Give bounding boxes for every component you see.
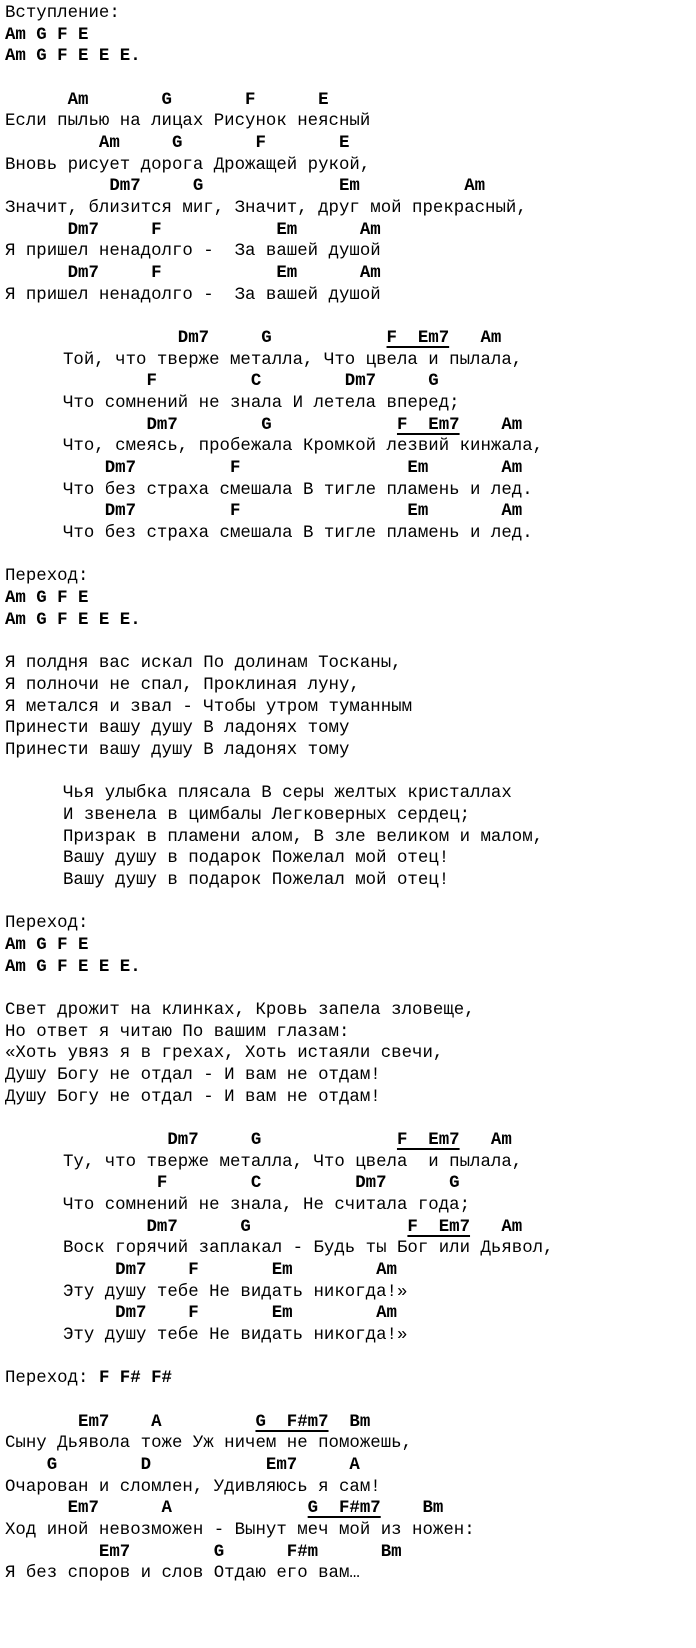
chord-text: Am G F E (5, 25, 89, 45)
lyric-text: Что сомнений не знала И летела вперед; (63, 394, 460, 414)
blank-line (5, 631, 554, 653)
lyric-text: Свет дрожит на клинках, Кровь запела зловеще, (5, 1000, 475, 1020)
lyric-line (5, 436, 554, 458)
chord-line (5, 1130, 554, 1152)
chord-text: Em7 A (5, 1412, 256, 1432)
lyric-text: Что без страха смешала В тигле пламень и лед. (63, 480, 533, 500)
blank-line (5, 892, 554, 914)
lyric-line (5, 740, 554, 762)
chord-line (5, 371, 554, 393)
chord-text: F C Dm7 G (63, 372, 439, 392)
lyric-text: Воск горячий заплакал - Будь ты Бог или Дьявол, (63, 1239, 554, 1259)
lyric-text: Я пришел ненадолго - За вашей душой (5, 285, 381, 305)
chord-line (5, 90, 554, 112)
lyric-text: И звенела в цимбалы Легковерных сердец; (63, 805, 471, 825)
lyric-line (5, 1000, 554, 1022)
lyric-text: Сыну Дьявола тоже Уж ничем не поможешь, (5, 1434, 413, 1454)
chord-text: Dm7 F Em Am (5, 220, 381, 240)
chord-line (5, 1303, 554, 1325)
label-text: Переход: (5, 1369, 99, 1389)
label-text: Переход: (5, 914, 89, 934)
lyric-line (5, 827, 554, 849)
lyric-line (5, 718, 554, 740)
lyric-line (5, 1282, 554, 1304)
chord-text: Am G F E E E. (5, 957, 141, 977)
lyric-line (5, 1325, 554, 1347)
chord-line (5, 458, 554, 480)
chord-line (5, 220, 554, 242)
blank-line (5, 978, 554, 1000)
chord-text: Am (449, 329, 502, 349)
grouped-chords: F Em7 (396, 415, 460, 435)
blank-line (5, 762, 554, 784)
lyric-text: Что сомнений не знала, Не считала года; (63, 1195, 471, 1215)
lyric-text: Ход иной невозможен - Вынут меч мой из ножен: (5, 1521, 475, 1541)
chord-line (5, 1542, 554, 1564)
grouped-chords: F Em7 (407, 1217, 471, 1237)
chord-line (5, 588, 554, 610)
chord-line (5, 263, 554, 285)
lyric-line (5, 1238, 554, 1260)
chord-text: Dm7 F Em Am (63, 459, 523, 479)
chord-line (5, 935, 554, 957)
chord-text: G D Em7 A (5, 1456, 360, 1476)
lyric-text: Той, что тверже металла, Что цвела и пылала, (63, 350, 523, 370)
lyric-text: Эту душу тебе Не видать никогда!» (63, 1325, 408, 1345)
chord-text: Dm7 G (63, 1217, 408, 1237)
lyric-line (5, 783, 554, 805)
chord-text: Dm7 G Em Am (5, 177, 486, 197)
chord-line (5, 1217, 554, 1239)
chord-text: Dm7 F Em Am (63, 1304, 397, 1324)
lyric-line (5, 1477, 554, 1499)
chord-text: Am G F E E E. (5, 47, 141, 67)
lyric-text: «Хоть увяз я в грехах, Хоть истаяли свечи, (5, 1044, 444, 1064)
blank-line (5, 545, 554, 567)
lyric-line (5, 1563, 554, 1585)
lyric-text: Я без споров и слов Отдаю его вам… (5, 1564, 360, 1584)
lyric-text: Вашу душу в подарок Пожелал мой отец! (63, 849, 450, 869)
chord-text: Dm7 F Em Am (63, 1260, 397, 1280)
chord-line (5, 1498, 554, 1520)
chord-text: Dm7 G (63, 415, 397, 435)
lyric-text: Я метался и звал - Чтобы утром туманным (5, 697, 413, 717)
lyric-text: Что, смеясь, пробежала Кромкой лезвий кинжала, (63, 437, 544, 457)
lyric-line (5, 870, 554, 892)
lyric-text: Что без страха смешала В тигле пламень и лед. (63, 524, 533, 544)
lyric-text: Вновь рисует дорога Дрожащей рукой, (5, 155, 371, 175)
chord-text: Bm (328, 1412, 371, 1432)
grouped-chords: G F#m7 (307, 1499, 381, 1519)
section-label (5, 1368, 554, 1390)
chord-text: Dm7 F Em Am (5, 264, 381, 284)
lyric-line (5, 653, 554, 675)
lyric-line (5, 111, 554, 133)
lyric-line (5, 523, 554, 545)
lyric-line (5, 1065, 554, 1087)
chord-text: F F# F# (98, 1369, 172, 1389)
chord-text: Am (459, 415, 523, 435)
lyric-line (5, 241, 554, 263)
chord-line (5, 957, 554, 979)
chord-text: Am (459, 1130, 512, 1150)
lyric-text: Эту душу тебе Не видать никогда!» (63, 1282, 408, 1302)
lyric-text: Душу Богу не отдал - И вам не отдам! (5, 1065, 381, 1085)
label-text: Вступление: (5, 4, 120, 23)
chord-text: Am G F E E E. (5, 610, 141, 630)
chord-text: Am G F E (5, 134, 350, 154)
chord-line (5, 25, 554, 47)
chord-text: Dm7 F Em Am (63, 502, 523, 522)
lyric-line (5, 480, 554, 502)
lyric-text: Душу Богу не отдал - И вам не отдам! (5, 1087, 381, 1107)
section-label (5, 913, 554, 935)
lyric-line (5, 1043, 554, 1065)
chord-line (5, 1260, 554, 1282)
lyric-text: Значит, близится миг, Значит, друг мой прекрасный, (5, 199, 527, 219)
lyric-text: Призрак в пламени алом, В зле великом и малом, (63, 827, 544, 847)
section-label (5, 566, 554, 588)
chord-text: Bm (380, 1499, 444, 1519)
lyric-line (5, 1022, 554, 1044)
blank-line (5, 1347, 554, 1369)
lyric-line (5, 1520, 554, 1542)
blank-line (5, 1108, 554, 1130)
lyric-line (5, 285, 554, 307)
chord-line (5, 415, 554, 437)
lyric-line (5, 1433, 554, 1455)
lyric-text: Я полдня вас искал По долинам Тосканы, (5, 654, 402, 674)
lyric-text: Я пришел ненадолго - За вашей душой (5, 242, 381, 262)
lyric-line (5, 198, 554, 220)
grouped-chords: F Em7 (386, 329, 450, 349)
lyric-text: Но ответ я читаю По вашим глазам: (5, 1022, 350, 1042)
chord-text: Am G F E (5, 90, 329, 110)
blank-line (5, 68, 554, 90)
section-label (5, 3, 554, 25)
lyric-text: Принести вашу душу В ладонях тому (5, 719, 350, 739)
chord-text: Dm7 G (63, 1130, 397, 1150)
grouped-chords: G F#m7 (255, 1412, 329, 1432)
chord-line (5, 328, 554, 350)
chord-sheet (5, 3, 554, 1585)
chord-text: Am G F E (5, 935, 89, 955)
chord-text: Am (470, 1217, 523, 1237)
chord-line (5, 1173, 554, 1195)
chord-line (5, 46, 554, 68)
lyric-line (5, 1152, 554, 1174)
lyric-text: Ту, что тверже металла, Что цвела и пылала, (63, 1152, 523, 1172)
chord-line (5, 1412, 554, 1434)
blank-line (5, 306, 554, 328)
lyric-line (5, 675, 554, 697)
chord-text: Em7 A (5, 1499, 308, 1519)
label-text: Переход: (5, 567, 89, 587)
lyric-line (5, 805, 554, 827)
chord-line (5, 501, 554, 523)
chord-line (5, 1455, 554, 1477)
lyric-text: Вашу душу в подарок Пожелал мой отец! (63, 870, 450, 890)
chord-text: Am G F E (5, 589, 89, 609)
chord-line (5, 133, 554, 155)
lyric-text: Чья улыбка плясала В серы желтых кристаллах (63, 784, 512, 804)
lyric-text: Принести вашу душу В ладонях тому (5, 740, 350, 760)
lyric-line (5, 155, 554, 177)
grouped-chords: F Em7 (396, 1130, 460, 1150)
chord-line (5, 610, 554, 632)
chord-text: F C Dm7 G (63, 1174, 460, 1194)
lyric-line (5, 393, 554, 415)
lyric-line (5, 697, 554, 719)
lyric-text: Если пылью на лицах Рисунок неясный (5, 112, 371, 132)
lyric-line (5, 848, 554, 870)
lyric-line (5, 1087, 554, 1109)
lyric-line (5, 1195, 554, 1217)
lyric-text: Я полночи не спал, Проклиная луну, (5, 675, 360, 695)
lyric-line (5, 350, 554, 372)
blank-line (5, 1390, 554, 1412)
chord-text: Dm7 G (63, 329, 387, 349)
chord-line (5, 176, 554, 198)
chord-text: Em7 G F#m Bm (5, 1542, 402, 1562)
lyric-text: Очарован и сломлен, Удивляюсь я сам! (5, 1477, 381, 1497)
